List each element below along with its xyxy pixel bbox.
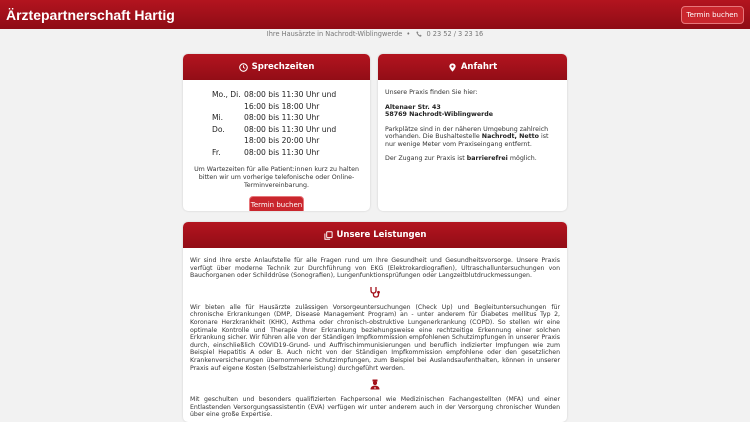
book-appointment-button-card[interactable]: Termin buchen: [249, 196, 304, 211]
directions-intro: Unsere Praxis finden Sie hier:: [385, 89, 478, 96]
access-info: Der Zugang zur Praxis ist barrierefrei möglich.: [385, 155, 537, 162]
parking-info: Parkplätze sind in der näheren Umgebung zahlreich vorhanden. Die Bushaltestelle Nachrodt, Netto ist nur wenige Meter vom Praxiseingang entfernt.: [385, 125, 549, 148]
hours-row: Fr. 08:00 bis 11:30 Uhr: [212, 147, 320, 157]
copy-icon: [324, 231, 333, 240]
hours-row: Mi. 08:00 bis 11:30 Uhr: [212, 113, 320, 123]
address-city: 58769 Nachrodt-Wiblingwerde: [385, 111, 494, 118]
office-hours-title: Sprechzeiten: [251, 62, 315, 72]
hours-row: 16:00 bis 18:00 Uhr: [244, 101, 320, 111]
hours-row: Do. 08:00 bis 11:30 Uhr und: [212, 124, 337, 134]
nurse-icon: [369, 378, 381, 390]
directions-body: [378, 80, 567, 163]
appointment-note: Um Wartezeiten für alle Patient:innen kurz zu halten bitten wir um vorherige telefonische oder Online-Terminvereinbarung.: [194, 165, 359, 189]
phone-icon: [416, 31, 422, 37]
stethoscope-icon: [369, 286, 381, 298]
services-paragraph: Mit geschulten und besonders qualifizierten Fachpersonal wie Medizinischen Fachangestellten (MFA) und einer Entlastenden Versorgungsassistentin (EVA) verfügen wir unter anderem auch in der Versorgung chronischer Wunden über eine große Expertise.: [190, 396, 560, 419]
address-street: Altenaer Str. 43: [385, 103, 441, 111]
hours-table: [212, 90, 336, 160]
directions-card: [378, 54, 567, 211]
map-marker-icon: [448, 63, 457, 72]
directions-title: Anfahrt: [460, 62, 498, 72]
office-hours-header: [183, 54, 370, 80]
services-card: [183, 222, 567, 422]
office-hours-card: [183, 54, 370, 211]
services-header: [183, 222, 567, 248]
hours-row: Mo., Di. 08:00 bis 11:30 Uhr und: [212, 90, 337, 99]
info-line: [0, 30, 750, 38]
services-paragraph: Wir bieten alle für Hausärzte zulässigen Vorsorgeuntersuchungen (Check Up) und Begleituntersuchungen für chronische Erkrankungen (DMP, Disease Management Program) an - unter anderem für Diabetes mellitus Typ 2, Koronare Herzkrankheit (KHK), Asthma oder chronisch-obstruktive Lungenerkrankung (COPD). So stellen wir eine optimale Kontrolle und Therapie Ihrer Erkrankung beziehungsweise eine rechtzeitige Erkennung einer solchen Erkrankung sicher. Wir führen alle von der Ständigen Impfkommission empfohlenen Schutzimpfungen in unserer Praxis durch, einschließlich COVID19-Grund- und Auffrischimmunisierungen und beruflich indizierter Impfungen wie zum Beispiel Hepatitis A oder B. Auch nicht von der Ständigen Impfkommission empfohlene oder den gesetzlichen Krankenversicherungen übernommene Schutzimpfungen, zum Beispiel bei Auslandsaufenthalten, können in unserer Praxis auf eigene Kosten (Selbstzahlerleistung) durchgeführt werden.: [190, 303, 560, 372]
book-appointment-button[interactable]: Termin buchen: [681, 6, 744, 24]
barrier-free-label: barrierefrei: [466, 155, 508, 162]
directions-header: [378, 54, 567, 80]
phone-number[interactable]: 0 23 52 / 3 23 16: [426, 30, 484, 38]
bus-stop-name: Nachrodt, Netto: [481, 133, 539, 140]
hours-row: 18:00 bis 20:00 Uhr: [244, 136, 320, 146]
services-title: Unsere Leistungen: [336, 230, 427, 240]
clock-icon: [239, 63, 248, 72]
separator: •: [406, 30, 411, 38]
services-body: [183, 248, 567, 419]
services-paragraph: Wir sind Ihre erste Anlaufstelle für alle Fragen rund um Ihre Gesundheit und Gesundheitsvorsorge. Unsere Praxis verfügt über moderne Technik zur Durchführung von EKG (Elektrokardiografien), Ultraschalluntersuchungen von Bauchorganen oder Schilddrüse (Sonografien), Lungenfunktionsprüfungen oder Langzeitblutdruckmessungen.: [190, 257, 560, 280]
tagline: Ihre Hausärzte in Nachrodt-Wiblingwerde: [266, 30, 403, 38]
address: [385, 104, 560, 119]
top-navbar: [0, 0, 750, 29]
brand-title[interactable]: Ärztepartnerschaft Hartig: [6, 6, 175, 23]
